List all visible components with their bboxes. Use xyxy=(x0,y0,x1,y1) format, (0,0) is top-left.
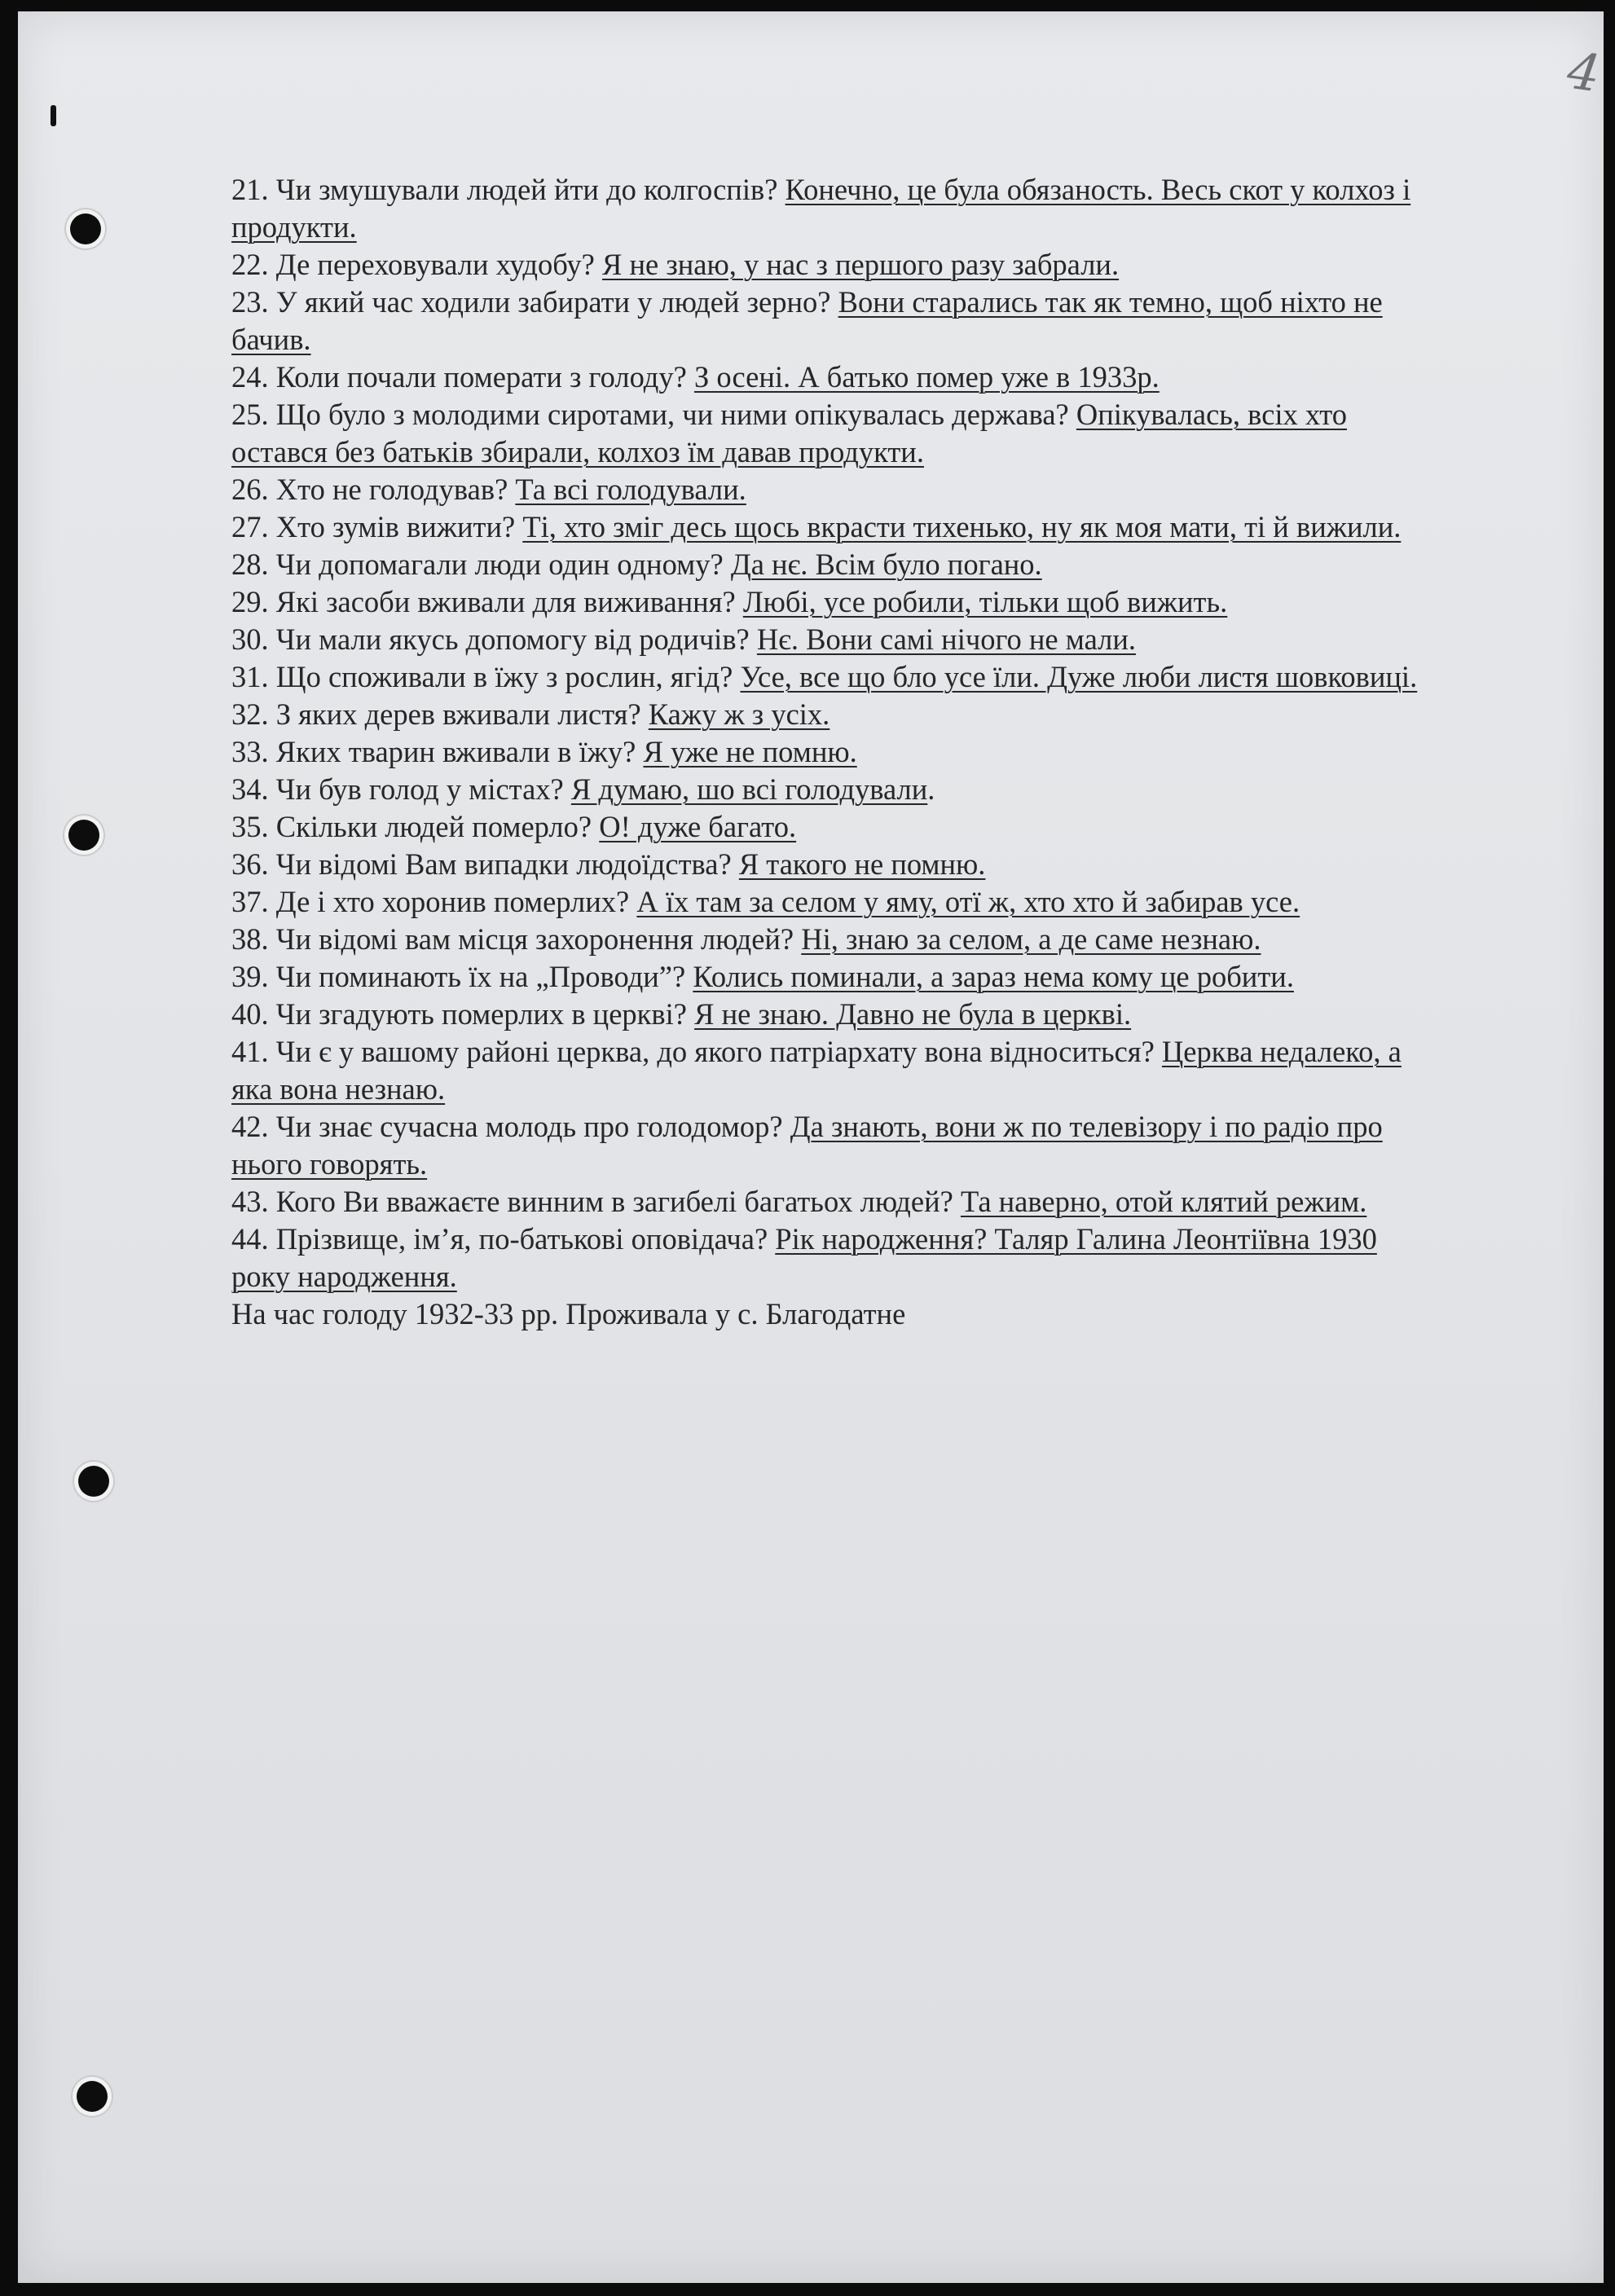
entry-26 xyxy=(231,471,1421,508)
answer: Ті, хто зміг десь щось вкрасти тихенько, ну як моя мати, ті й вижили. xyxy=(522,510,1402,543)
answer: Я думаю, шо всі голодували xyxy=(570,772,928,806)
punch-hole xyxy=(70,213,101,244)
entry-44 xyxy=(231,1221,1421,1295)
answer: Да знають, вони ж по телевізору і по радіо про нього говорять. xyxy=(231,1110,1383,1181)
answer: З осені. А батько помер уже в 1933р. xyxy=(693,360,1160,394)
entry-21 xyxy=(231,171,1421,246)
question: 39. Чи поминають їх на „Проводи”? xyxy=(231,960,686,993)
question: 21. Чи змушували людей йти до колгоспів? xyxy=(231,173,778,206)
question: 38. Чи відомі вам місця захоронення людей? xyxy=(231,922,794,956)
question: 33. Яких тварин вживали в їжу? xyxy=(231,735,636,768)
entry-31 xyxy=(231,658,1421,696)
entry-38 xyxy=(231,921,1421,958)
entry-24 xyxy=(231,358,1421,396)
answer: Я не знаю. Давно не була в церкві. xyxy=(694,997,1132,1031)
answer: Усе, все що бло усе їли. Дуже люби листя шовковиці. xyxy=(740,660,1418,693)
entry-42 xyxy=(231,1108,1421,1183)
answer: Любі, усе робили, тільки щоб вижить. xyxy=(742,585,1228,618)
question: 22. Де переховували худобу? xyxy=(231,248,595,281)
question: 44. Прізвище, ім’я, по-батькові оповідача? xyxy=(231,1222,768,1256)
handwritten-page-number: 4 xyxy=(1564,40,1604,104)
questionnaire-text xyxy=(231,171,1421,1333)
entry-29 xyxy=(231,583,1421,621)
entry-34 xyxy=(231,771,1421,808)
entry-33 xyxy=(231,733,1421,771)
entry-35 xyxy=(231,808,1421,846)
question: 30. Чи мали якусь допомогу від родичів? xyxy=(231,622,750,656)
margin-mark xyxy=(51,105,56,126)
question: 40. Чи згадують померлих в церкві? xyxy=(231,997,687,1031)
question: 29. Які засоби вживали для виживання? xyxy=(231,585,736,618)
entry-39 xyxy=(231,958,1421,996)
answer: Да нє. Всім було погано. xyxy=(730,548,1042,581)
question: 42. Чи знає сучасна молодь про голодомор? xyxy=(231,1110,783,1143)
entry-27 xyxy=(231,508,1421,546)
answer: Колись поминали, а зараз нема кому це робити. xyxy=(693,960,1294,993)
entry-37 xyxy=(231,883,1421,921)
answer: Ні, знаю за селом, а де саме незнаю. xyxy=(801,922,1261,956)
question: 35. Скільки людей померло? xyxy=(231,810,592,843)
answer: Та наверно, отой клятий режим. xyxy=(960,1185,1367,1218)
question: 32. З яких дерев вживали листя? xyxy=(231,697,641,731)
entry-43 xyxy=(231,1183,1421,1221)
punch-hole xyxy=(77,2081,108,2112)
question: 28. Чи допомагали люди один одному? xyxy=(231,548,724,581)
punch-hole xyxy=(78,1466,109,1497)
question: 43. Кого Ви вважаєте винним в загибелі багатьох людей? xyxy=(231,1185,953,1218)
entry-23 xyxy=(231,284,1421,358)
question: 37. Де і хто хоронив померлих? xyxy=(231,885,630,918)
question: 41. Чи є у вашому районі церква, до якого патріархату вона відноситься? xyxy=(231,1035,1155,1068)
question: 25. Що було з молодими сиротами, чи ними опікувалась держава? xyxy=(231,398,1069,431)
answer-tail: . xyxy=(927,772,935,806)
answer: Кажу ж з усіх. xyxy=(648,697,830,731)
document-page xyxy=(18,11,1604,2283)
answer: Нє. Вони самі нічого не мали. xyxy=(756,622,1136,656)
answer: Я такого не помню. xyxy=(738,847,986,881)
entry-22 xyxy=(231,246,1421,284)
question: 31. Що споживали в їжу з рослин, ягід? xyxy=(231,660,733,693)
answer: Я уже не помню. xyxy=(643,735,857,768)
question: 36. Чи відомі Вам випадки людоїдства? xyxy=(231,847,732,881)
entry-32 xyxy=(231,696,1421,733)
question: 23. У який час ходили забирати у людей зерно? xyxy=(231,285,831,319)
question: 26. Хто не голодував? xyxy=(231,473,508,506)
entry-30 xyxy=(231,621,1421,658)
answer: Опікувалась, всіх хто остався без батьків збирали, колхоз їм давав продукти. xyxy=(231,398,1347,468)
answer: Та всі голодували. xyxy=(515,473,746,506)
answer: Конечно, це була обязаность. Весь скот у колхоз і продукти. xyxy=(231,173,1411,244)
answer: Я не знаю, у нас з першого разу забрали. xyxy=(602,248,1120,281)
answer: О! дуже багато. xyxy=(599,810,797,843)
entry-25 xyxy=(231,396,1421,471)
entry-36 xyxy=(231,846,1421,883)
punch-hole xyxy=(68,820,99,851)
answer: Рік народження? Таляр Галина Леонтіївна 1930 року народження. xyxy=(231,1222,1377,1293)
entry-40 xyxy=(231,996,1421,1033)
entry-41 xyxy=(231,1033,1421,1108)
question: 34. Чи був голод у містах? xyxy=(231,772,564,806)
question: 27. Хто зумів вижити? xyxy=(231,510,516,543)
answer: А їх там за селом у яму, отї ж, хто хто й забирав усе. xyxy=(636,885,1300,918)
entry-28 xyxy=(231,546,1421,583)
answer: Церква недалеко, а яка вона незнаю. xyxy=(231,1035,1402,1106)
question: 24. Коли почали померати з голоду? xyxy=(231,360,687,394)
closing-line: На час голоду 1932-33 рр. Проживала у с. Благодатне xyxy=(231,1297,906,1331)
answer: Вони старались так як темно, щоб ніхто не бачив. xyxy=(231,285,1383,356)
